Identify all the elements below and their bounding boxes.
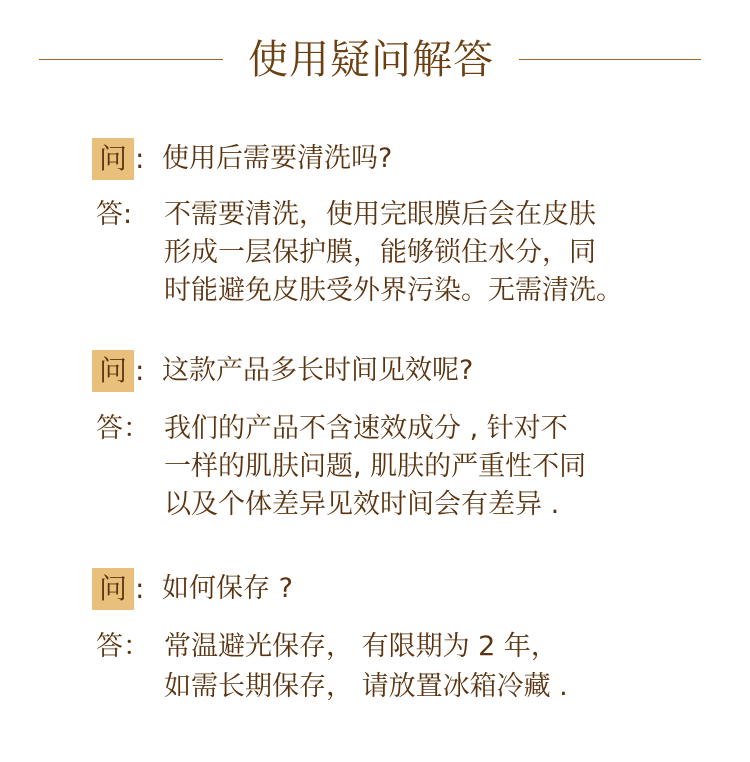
- answer-prefix: 答：: [96, 413, 150, 444]
- question-colon: :: [135, 572, 145, 605]
- question-badge: 问: [92, 350, 134, 392]
- answer-prefix: 答:: [96, 199, 133, 230]
- faq-1-answer-line-1: 不需要清洗，使用完眼膜后会在皮肤: [164, 199, 596, 230]
- title-rule-left: [39, 59, 223, 60]
- faq-3-answer-line-1: 常温避光保存， 有限期为 2 年，: [164, 631, 558, 662]
- title-rule-right: [519, 59, 701, 60]
- faq-2-answer-line-2: 一样的肌肤问题, 肌肤的严重性不同: [164, 451, 587, 482]
- question-colon: :: [135, 354, 145, 387]
- faq-1-question: 使用后需要清洗吗?: [162, 143, 393, 174]
- answer-prefix: 答：: [96, 631, 150, 662]
- faq-3-question: 如何保存 ?: [162, 573, 293, 604]
- page-title: 使用疑问解答: [248, 37, 494, 83]
- faq-2-answer-line-3: 以及个体差异见效时间会有差异 .: [164, 489, 560, 520]
- title-row: [0, 28, 750, 92]
- question-badge: 问: [92, 138, 134, 180]
- faq-2-question: 这款产品多长时间见效呢?: [162, 355, 474, 386]
- question-badge: 问: [92, 568, 134, 610]
- faq-2-answer-line-1: 我们的产品不含速效成分 , 针对不: [164, 413, 568, 444]
- question-colon: :: [135, 142, 145, 175]
- faq-3-answer-line-2: 如需长期保存， 请放置冰箱冷藏 .: [164, 671, 568, 702]
- faq-1-answer-line-2: 形成一层保护膜，能够锁住水分，同: [164, 237, 596, 268]
- faq-1-answer-line-3: 时能避免皮肤受外界污染。无需清洗。: [164, 275, 623, 306]
